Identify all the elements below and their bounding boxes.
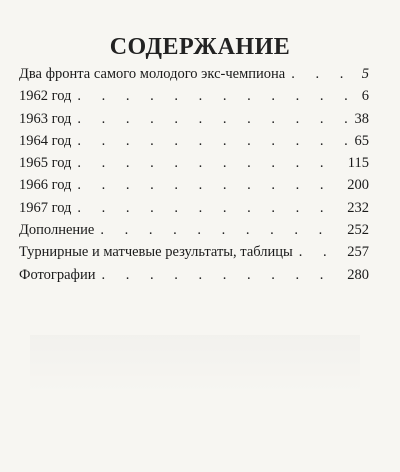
toc-entry — [19, 177, 369, 199]
toc-entry — [19, 244, 369, 266]
toc-entry-title: Два фронта самого молодого экс-чемпиона — [19, 66, 286, 82]
toc-dot-leader — [77, 155, 343, 172]
toc-dot-leader — [77, 133, 350, 150]
toc-entry-page: 5 — [361, 66, 369, 82]
contents-heading: СОДЕРЖАНИЕ — [109, 34, 291, 60]
toc-entry — [19, 267, 369, 289]
toc-dot-leader — [77, 200, 343, 217]
toc-entry-page: 200 — [347, 177, 369, 194]
toc-entry-title: 1963 год — [19, 110, 72, 127]
toc-dot-leader — [291, 66, 358, 83]
toc-dot-leader — [101, 267, 343, 284]
toc-entry — [19, 200, 369, 222]
toc-entry-page: 257 — [347, 244, 369, 261]
toc-entry-title: 1962 год — [19, 88, 72, 105]
toc-entry — [19, 133, 369, 155]
toc-entry — [19, 66, 369, 88]
toc-entry-page: 6 — [361, 88, 369, 105]
table-of-contents — [19, 66, 369, 289]
toc-entry-title: 1965 год — [19, 155, 72, 172]
toc-dot-leader — [100, 222, 343, 239]
toc-entry-page: 280 — [347, 266, 369, 283]
toc-dot-leader — [77, 177, 343, 194]
toc-entry — [19, 111, 369, 133]
toc-entry-title: Фотографии — [19, 266, 96, 283]
toc-dot-leader — [77, 111, 350, 128]
toc-entry-page: 232 — [347, 199, 369, 216]
toc-entry-title: 1966 год — [19, 177, 72, 194]
toc-entry-page: 252 — [347, 222, 369, 239]
toc-dot-leader — [299, 244, 344, 261]
toc-entry — [19, 222, 369, 244]
toc-entry — [19, 88, 369, 110]
toc-entry-title: Турнирные и матчевые результаты, таблицы — [19, 244, 293, 261]
toc-entry-title: Дополнение — [19, 222, 95, 239]
toc-entry — [19, 155, 369, 177]
toc-dot-leader — [77, 88, 357, 105]
toc-entry-title: 1967 год — [19, 199, 72, 216]
paper-show-through — [30, 335, 360, 395]
toc-entry-page: 38 — [354, 110, 369, 127]
toc-entry-title: 1964 год — [19, 132, 72, 149]
toc-entry-page: 115 — [347, 155, 369, 172]
toc-entry-page: 65 — [354, 132, 369, 149]
